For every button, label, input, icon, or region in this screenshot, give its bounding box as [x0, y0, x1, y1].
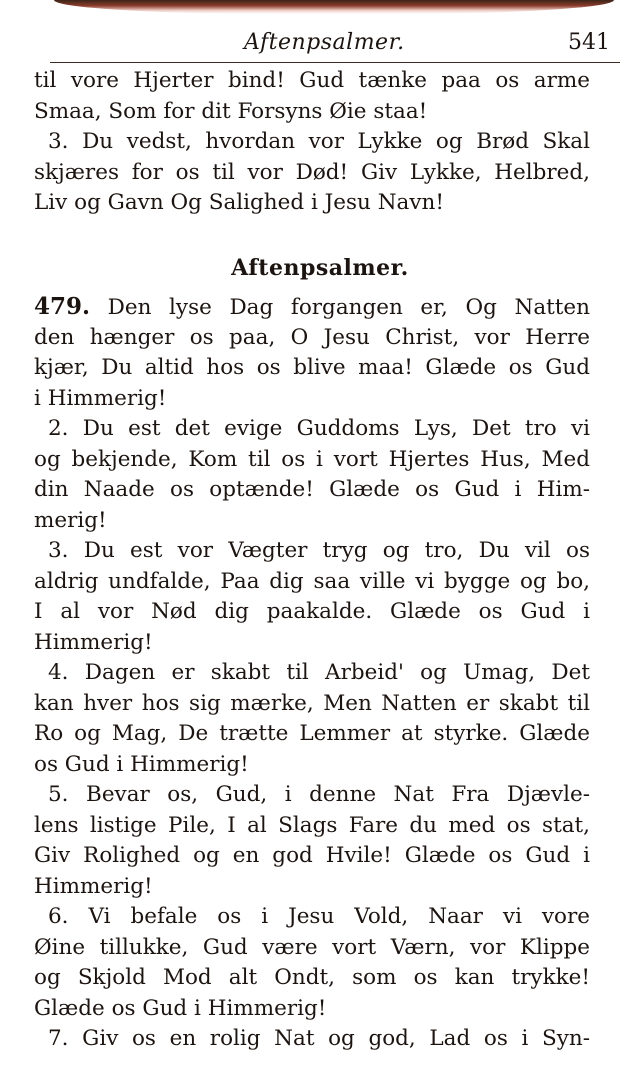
- text-line: 2. Du est det evige Guddoms Lys, Det tro vi: [48, 416, 590, 441]
- text-line: Øine tillukke, Gud være vort Værn, vor Klippe: [34, 934, 590, 960]
- text-line: Giv Rolighed og en god Hvile! Glæde os Gud i: [34, 843, 590, 868]
- text-line: Liv og Gavn Og Salighed i Jesu Navn!: [34, 190, 444, 215]
- text-line: din Naade os optænde! Glæde os Gud i Him-: [34, 477, 590, 502]
- text-line: kan hver hos sig mærke, Men Natten er skabt til: [34, 690, 590, 716]
- hymn-number: 479.: [34, 293, 91, 320]
- text-line: lens listige Pile, I al Slags Fare du med os stat,: [34, 812, 590, 838]
- text-line: 6. Vi befale os i Jesu Vold, Naar vi vore: [48, 904, 590, 929]
- text-line: og bekjende, Kom til os i vort Hjertes Hus, Med: [34, 446, 590, 472]
- text-line: skjæres for os til vor Død! Giv Lykke, Helbred,: [34, 159, 590, 185]
- text-line: 4. Dagen er skabt til Arbeid' og Umag, Det: [48, 660, 590, 685]
- text-line: 7. Giv os en rolig Nat og god, Lad os i Syn-: [48, 1026, 590, 1051]
- text-line: os Gud i Himmerig!: [34, 751, 249, 777]
- hymn-479-text: [34, 292, 590, 1055]
- previous-hymn-text: [34, 66, 590, 219]
- page-number: 541: [568, 30, 610, 55]
- text-line: kjær, Du altid hos os blive maa! Glæde os Gud: [34, 355, 590, 380]
- running-title: Aftenpsalmer.: [244, 30, 405, 55]
- hymn-first-line: [34, 292, 590, 323]
- text-line: Himmerig!: [34, 629, 153, 655]
- text-line: 5. Bevar os, Gud, i denne Nat Fra Djævle-: [48, 782, 590, 807]
- text-line: 3. Du est vor Vægter tryg og tro, Du vil os: [48, 538, 590, 563]
- text-line: den hænger os paa, O Jesu Christ, vor Herre: [34, 324, 590, 350]
- page-top-edge: [54, 0, 614, 14]
- text-line: og Skjold Mod alt Ondt, som os kan trykke!: [34, 965, 590, 990]
- text-line: Smaa, Som for dit Forsyns Øie staa!: [34, 98, 428, 124]
- text-line: Ro og Mag, De trætte Lemmer at styrke. Glæde: [34, 721, 590, 746]
- text-line: i Himmerig!: [34, 385, 167, 411]
- text-line: Glæde os Gud i Himmerig!: [34, 995, 327, 1021]
- text-line: I al vor Nød dig paakalde. Glæde os Gud i: [34, 599, 590, 624]
- running-head: [44, 28, 620, 62]
- text-line: Den lyse Dag forgangen er, Og Natten: [107, 295, 590, 320]
- section-title: Aftenpsalmer.: [231, 255, 409, 281]
- text-line: merig!: [34, 507, 107, 533]
- text-line: 3. Du vedst, hvordan vor Lykke og Brød Skal: [48, 129, 590, 154]
- text-line: til vore Hjerter bind! Gud tænke paa os arme: [34, 68, 590, 93]
- text-line: Himmerig!: [34, 873, 153, 899]
- header-rule: [50, 62, 620, 63]
- text-line: aldrig undfalde, Paa dig saa ville vi bygge og bo,: [34, 568, 590, 594]
